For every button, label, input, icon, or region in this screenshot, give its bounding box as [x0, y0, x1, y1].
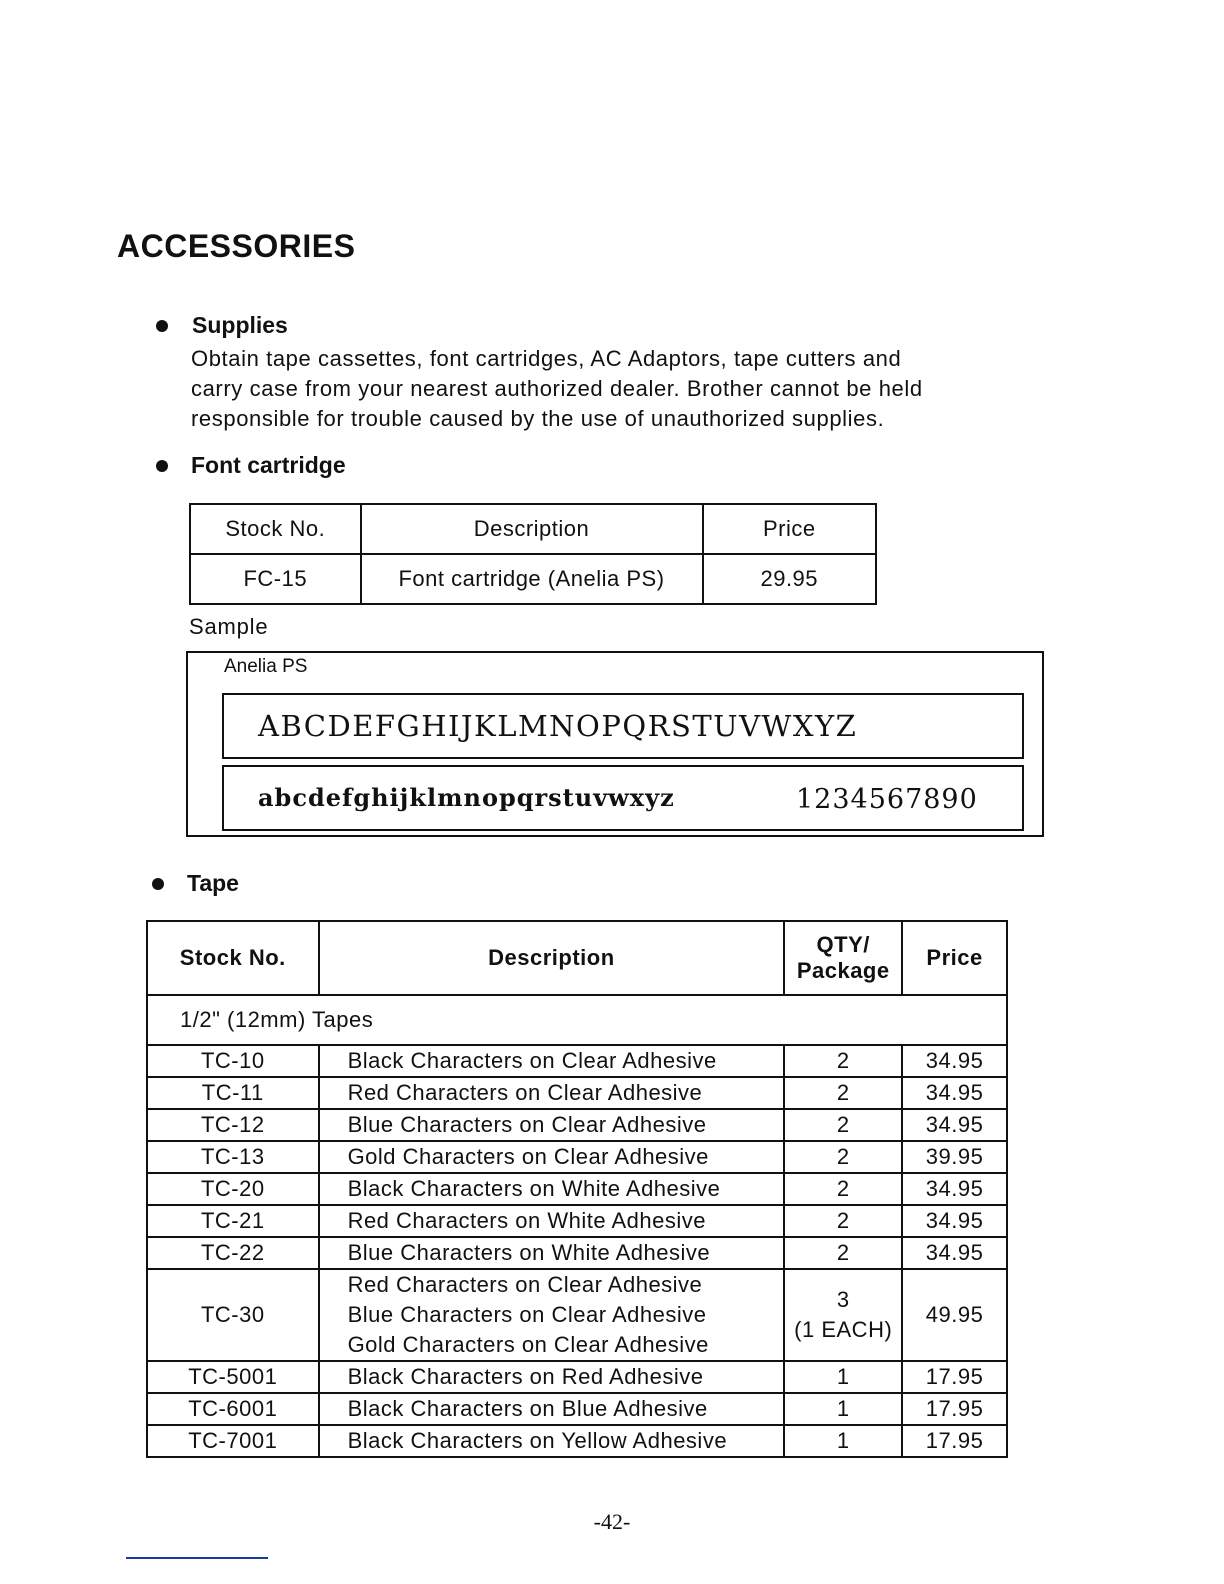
description-cell: Black Characters on Yellow Adhesive — [319, 1425, 785, 1457]
footer-rule — [126, 1557, 268, 1559]
stock-cell: TC-7001 — [147, 1425, 319, 1457]
tape-heading: Tape — [187, 870, 239, 896]
font-cartridge-table — [189, 503, 877, 605]
table-row — [147, 1361, 1007, 1393]
supplies-heading: Supplies — [192, 312, 288, 338]
qty-cell: 2 — [784, 1141, 902, 1173]
qty-cell: 1 — [784, 1425, 902, 1457]
qty-cell: 1 — [784, 1393, 902, 1425]
price-cell: 34.95 — [902, 1205, 1007, 1237]
table-row-multi — [147, 1269, 1007, 1361]
table-row — [190, 554, 876, 604]
sample-uppercase: ABCDEFGHIJKLMNOPQRSTUVWXYZ — [222, 693, 1024, 759]
column-header: Price — [703, 504, 877, 554]
description-cell: Black Characters on Red Adhesive — [319, 1361, 785, 1393]
qty-cell: 2 — [784, 1173, 902, 1205]
column-header: Stock No. — [190, 504, 361, 554]
sample-label: Sample — [189, 614, 269, 639]
table-row — [147, 1109, 1007, 1141]
group-row — [147, 995, 1007, 1045]
font-cartridge-heading: Font cartridge — [191, 452, 346, 478]
sample-font-name: Anelia PS — [224, 656, 308, 677]
table-row — [147, 1237, 1007, 1269]
description-cell: Red Characters on Clear Adhesive — [319, 1077, 785, 1109]
qty-cell: 1 — [784, 1361, 902, 1393]
column-header: Price — [902, 921, 1007, 995]
price-cell: 17.95 — [902, 1393, 1007, 1425]
stock-cell: TC-6001 — [147, 1393, 319, 1425]
description-line: Gold Characters on Clear Adhesive — [347, 1332, 709, 1357]
qty-cell: 2 — [784, 1109, 902, 1141]
stock-cell: TC-13 — [147, 1141, 319, 1173]
description-cell: Black Characters on Blue Adhesive — [319, 1393, 785, 1425]
qty-cell: 2 — [784, 1045, 902, 1077]
table-row — [147, 1141, 1007, 1173]
qty-cell: 2 — [784, 1205, 902, 1237]
bullet-icon — [156, 460, 168, 472]
description-cell: Blue Characters on Clear Adhesive — [319, 1109, 785, 1141]
price-cell: 34.95 — [902, 1077, 1007, 1109]
stock-cell: TC-21 — [147, 1205, 319, 1237]
table-row — [147, 1425, 1007, 1457]
qty-value: 3 — [836, 1287, 850, 1312]
price-cell: 29.95 — [703, 554, 877, 604]
stock-cell: TC-22 — [147, 1237, 319, 1269]
table-header-row — [190, 504, 876, 554]
table-row — [147, 1205, 1007, 1237]
description-cell: Blue Characters on White Adhesive — [319, 1237, 785, 1269]
price-cell: 39.95 — [902, 1141, 1007, 1173]
table-row — [147, 1077, 1007, 1109]
price-cell: 17.95 — [902, 1425, 1007, 1457]
price-cell: 34.95 — [902, 1173, 1007, 1205]
stock-cell: TC-10 — [147, 1045, 319, 1077]
stock-cell: TC-11 — [147, 1077, 319, 1109]
column-header: QTY/ — [816, 932, 870, 957]
page-number: -42- — [593, 1509, 631, 1534]
table-row — [147, 1045, 1007, 1077]
supplies-line: carry case from your nearest authorized dealer. Brother cannot be held — [191, 376, 923, 401]
price-cell: 49.95 — [902, 1269, 1007, 1361]
column-header: Package — [796, 958, 890, 983]
description-cell — [319, 1269, 785, 1361]
description-cell: Black Characters on White Adhesive — [319, 1173, 785, 1205]
bullet-icon — [152, 878, 164, 890]
stock-cell: TC-30 — [147, 1269, 319, 1361]
sample-digits: 1234567890 — [796, 784, 978, 815]
page-title: ACCESSORIES — [117, 228, 356, 264]
qty-note: (1 EACH) — [794, 1317, 893, 1342]
description-line: Red Characters on Clear Adhesive — [347, 1272, 703, 1297]
supplies-line: responsible for trouble caused by the use of unauthorized supplies. — [191, 406, 885, 431]
qty-cell: 2 — [784, 1077, 902, 1109]
column-header: Description — [319, 921, 785, 995]
supplies-paragraph — [191, 344, 1031, 434]
description-cell: Black Characters on Clear Adhesive — [319, 1045, 785, 1077]
group-label: 1/2" (12mm) Tapes — [147, 995, 1007, 1045]
column-header: Stock No. — [147, 921, 319, 995]
stock-cell: TC-5001 — [147, 1361, 319, 1393]
stock-cell: FC-15 — [190, 554, 361, 604]
supplies-line: Obtain tape cassettes, font cartridges, AC Adaptors, tape cutters and — [191, 346, 902, 371]
column-header: Description — [361, 504, 703, 554]
tape-table — [146, 920, 1008, 1458]
table-header-row — [147, 921, 1007, 995]
description-line: Blue Characters on Clear Adhesive — [347, 1302, 707, 1327]
description-cell: Red Characters on White Adhesive — [319, 1205, 785, 1237]
column-header-qty — [784, 921, 902, 995]
price-cell: 34.95 — [902, 1237, 1007, 1269]
description-cell: Font cartridge (Anelia PS) — [361, 554, 703, 604]
price-cell: 34.95 — [902, 1045, 1007, 1077]
sample-lowercase: abcdefghijklmnopqrstuvwxyz — [222, 765, 1024, 831]
price-cell: 17.95 — [902, 1361, 1007, 1393]
qty-cell — [784, 1269, 902, 1361]
stock-cell: TC-12 — [147, 1109, 319, 1141]
table-row — [147, 1393, 1007, 1425]
qty-cell: 2 — [784, 1237, 902, 1269]
stock-cell: TC-20 — [147, 1173, 319, 1205]
description-cell: Gold Characters on Clear Adhesive — [319, 1141, 785, 1173]
bullet-icon — [156, 320, 168, 332]
price-cell: 34.95 — [902, 1109, 1007, 1141]
table-row — [147, 1173, 1007, 1205]
